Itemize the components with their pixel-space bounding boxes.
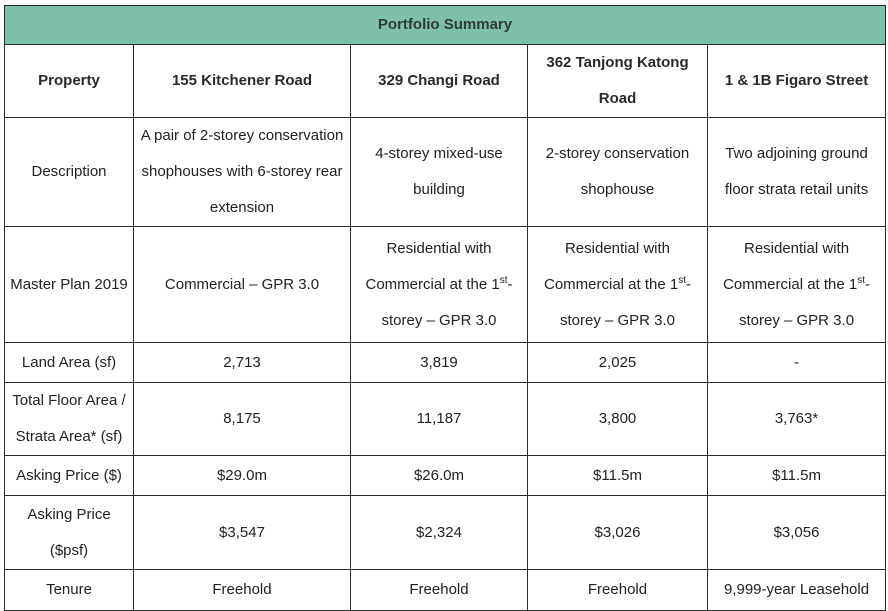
table-cell: Residential with Commercial at the 1st-storey – GPR 3.0 <box>351 227 528 343</box>
table-cell: Commercial – GPR 3.0 <box>134 227 351 343</box>
table-title: Portfolio Summary <box>5 6 886 45</box>
table-cell: Residential with Commercial at the 1st-storey – GPR 3.0 <box>708 227 886 343</box>
table-cell: 3,763* <box>708 383 886 456</box>
table-cell: Freehold <box>351 570 528 611</box>
row-label: Land Area (sf) <box>5 343 134 383</box>
row-label: Description <box>5 118 134 227</box>
table-row <box>5 343 886 383</box>
table-row <box>5 383 886 456</box>
header-row <box>5 45 886 118</box>
table-row <box>5 456 886 496</box>
table-cell: 11,187 <box>351 383 528 456</box>
header-property: 155 Kitchener Road <box>134 45 351 118</box>
table-cell: $2,324 <box>351 496 528 570</box>
table-cell: Freehold <box>528 570 708 611</box>
title-row <box>5 6 886 45</box>
table-cell: Two adjoining ground floor strata retail units <box>708 118 886 227</box>
row-label: Asking Price ($) <box>5 456 134 496</box>
table-row <box>5 118 886 227</box>
table-cell: 4-storey mixed-use building <box>351 118 528 227</box>
table-cell: $11.5m <box>708 456 886 496</box>
table-row <box>5 570 886 611</box>
row-label: Tenure <box>5 570 134 611</box>
header-property: 1 & 1B Figaro Street <box>708 45 886 118</box>
table-cell: 3,800 <box>528 383 708 456</box>
table-cell: 3,819 <box>351 343 528 383</box>
header-property: 329 Changi Road <box>351 45 528 118</box>
table-cell: - <box>708 343 886 383</box>
table-row <box>5 227 886 343</box>
table-cell: 9,999-year Leasehold <box>708 570 886 611</box>
table-cell: 8,175 <box>134 383 351 456</box>
table-cell: $3,056 <box>708 496 886 570</box>
table-cell: 2,713 <box>134 343 351 383</box>
table-cell: Freehold <box>134 570 351 611</box>
row-label: Asking Price ($psf) <box>5 496 134 570</box>
row-label: Total Floor Area / Strata Area* (sf) <box>5 383 134 456</box>
table-cell: $29.0m <box>134 456 351 496</box>
table-cell: 2,025 <box>528 343 708 383</box>
table-cell: Residential with Commercial at the 1st-storey – GPR 3.0 <box>528 227 708 343</box>
table-cell: $3,026 <box>528 496 708 570</box>
header-label: Property <box>5 45 134 118</box>
row-label: Master Plan 2019 <box>5 227 134 343</box>
table-row <box>5 496 886 570</box>
table-cell: $3,547 <box>134 496 351 570</box>
table-cell: $11.5m <box>528 456 708 496</box>
header-property: 362 Tanjong Katong Road <box>528 45 708 118</box>
table-cell: 2-storey conservation shophouse <box>528 118 708 227</box>
table-cell: A pair of 2-storey conservation shophouses with 6-storey rear extension <box>134 118 351 227</box>
portfolio-summary-table <box>4 5 886 611</box>
table-cell: $26.0m <box>351 456 528 496</box>
